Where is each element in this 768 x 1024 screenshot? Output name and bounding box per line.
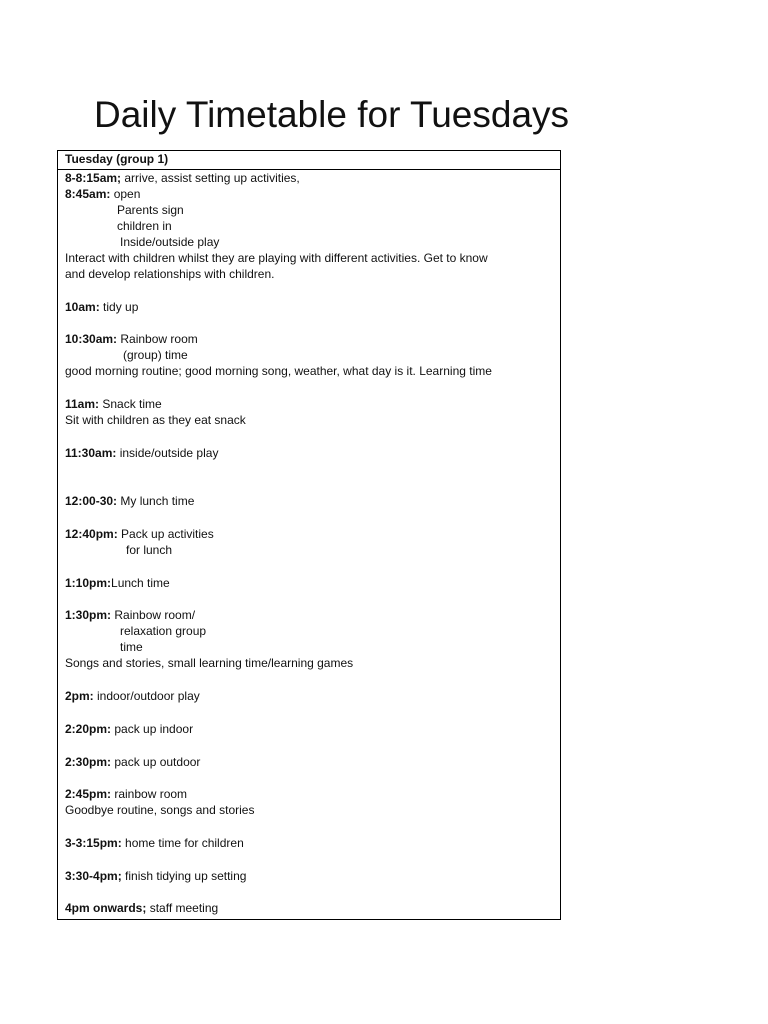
schedule-text: Inside/outside play [120,235,220,249]
schedule-line [65,607,195,623]
time-label: 12:00-30: [65,494,118,508]
schedule-line [65,802,254,818]
schedule-text: Songs and stories, small learning time/learning games [65,656,354,670]
time-label: 8-8:15am; [65,171,122,185]
time-label: 1:10pm: [65,576,112,590]
schedule-line [65,445,218,461]
schedule-line [65,868,246,884]
schedule-text: open [110,187,141,201]
schedule-text: Lunch time [111,576,170,590]
schedule-text: staff meeting [146,901,219,915]
schedule-text: and develop relationships with children. [65,267,275,281]
schedule-text: home time for children [121,836,244,850]
schedule-text: Rainbow room [117,332,198,346]
schedule-line [65,900,218,916]
schedule-text: inside/outside play [116,446,219,460]
schedule-text: tidy up [99,300,139,314]
schedule-line [117,218,172,234]
schedule-text: Snack time [99,397,162,411]
schedule-line [65,170,300,186]
schedule-line [65,575,170,591]
time-label: 1:30pm: [65,608,112,622]
time-label: 2:30pm: [65,755,112,769]
schedule-line [65,412,246,428]
schedule-line [120,623,206,639]
schedule-text: pack up outdoor [111,755,201,769]
schedule-line [65,331,198,347]
schedule-line [65,526,214,542]
time-label: 2:20pm: [65,722,112,736]
schedule-line [65,299,138,315]
schedule-text: rainbow room [111,787,188,801]
schedule-line [65,250,488,266]
page-title: Daily Timetable for Tuesdays [94,94,570,135]
schedule-line [65,835,244,851]
schedule-text: good morning routine; good morning song, weather, what day is it. Learning time [65,364,492,378]
time-label: 2:45pm: [65,787,112,801]
time-label: 11am: [65,397,100,411]
schedule-text: Goodbye routine, songs and stories [65,803,255,817]
timetable [57,150,561,920]
time-label: 2pm: [65,689,94,703]
schedule-line [123,347,188,363]
schedule-text: Pack up activities [117,527,214,541]
schedule-text: relaxation group [120,624,207,638]
time-label: 3-3:15pm: [65,836,122,850]
schedule-text: Interact with children whilst they are playing with different activities. Get to know [65,251,488,265]
schedule-line [65,754,200,770]
schedule-text: Sit with children as they eat snack [65,413,246,427]
schedule-line [65,721,193,737]
schedule-line [65,396,162,412]
schedule-line [65,688,200,704]
schedule-line [65,186,140,202]
schedule-line [65,493,194,509]
schedule-line [117,202,184,218]
schedule-text: (group) time [123,348,188,362]
schedule-line [120,234,219,250]
schedule-text: Parents sign [117,203,184,217]
time-label: 10am: [65,300,100,314]
table-header: Tuesday (group 1) [58,151,560,170]
schedule-text: indoor/outdoor play [93,689,200,703]
time-label: 3:30-4pm; [65,869,122,883]
schedule-text: arrive, assist setting up activities, [121,171,300,185]
schedule-text: Rainbow room/ [111,608,196,622]
schedule-line [126,542,172,558]
schedule-text: finish tidying up setting [121,869,247,883]
schedule-text: for lunch [126,543,173,557]
time-label: 8:45am: [65,187,111,201]
schedule-line [65,786,187,802]
schedule-text: children in [117,219,172,233]
schedule-line [65,655,353,671]
schedule-line [65,266,274,282]
time-label: 4pm onwards; [65,901,147,915]
schedule-line [65,363,492,379]
schedule-text: time [120,640,143,654]
time-label: 12:40pm: [65,527,118,541]
schedule-text: pack up indoor [111,722,194,736]
schedule-text: My lunch time [117,494,195,508]
time-label: 11:30am: [65,446,117,460]
time-label: 10:30am: [65,332,118,346]
schedule-line [120,639,143,655]
